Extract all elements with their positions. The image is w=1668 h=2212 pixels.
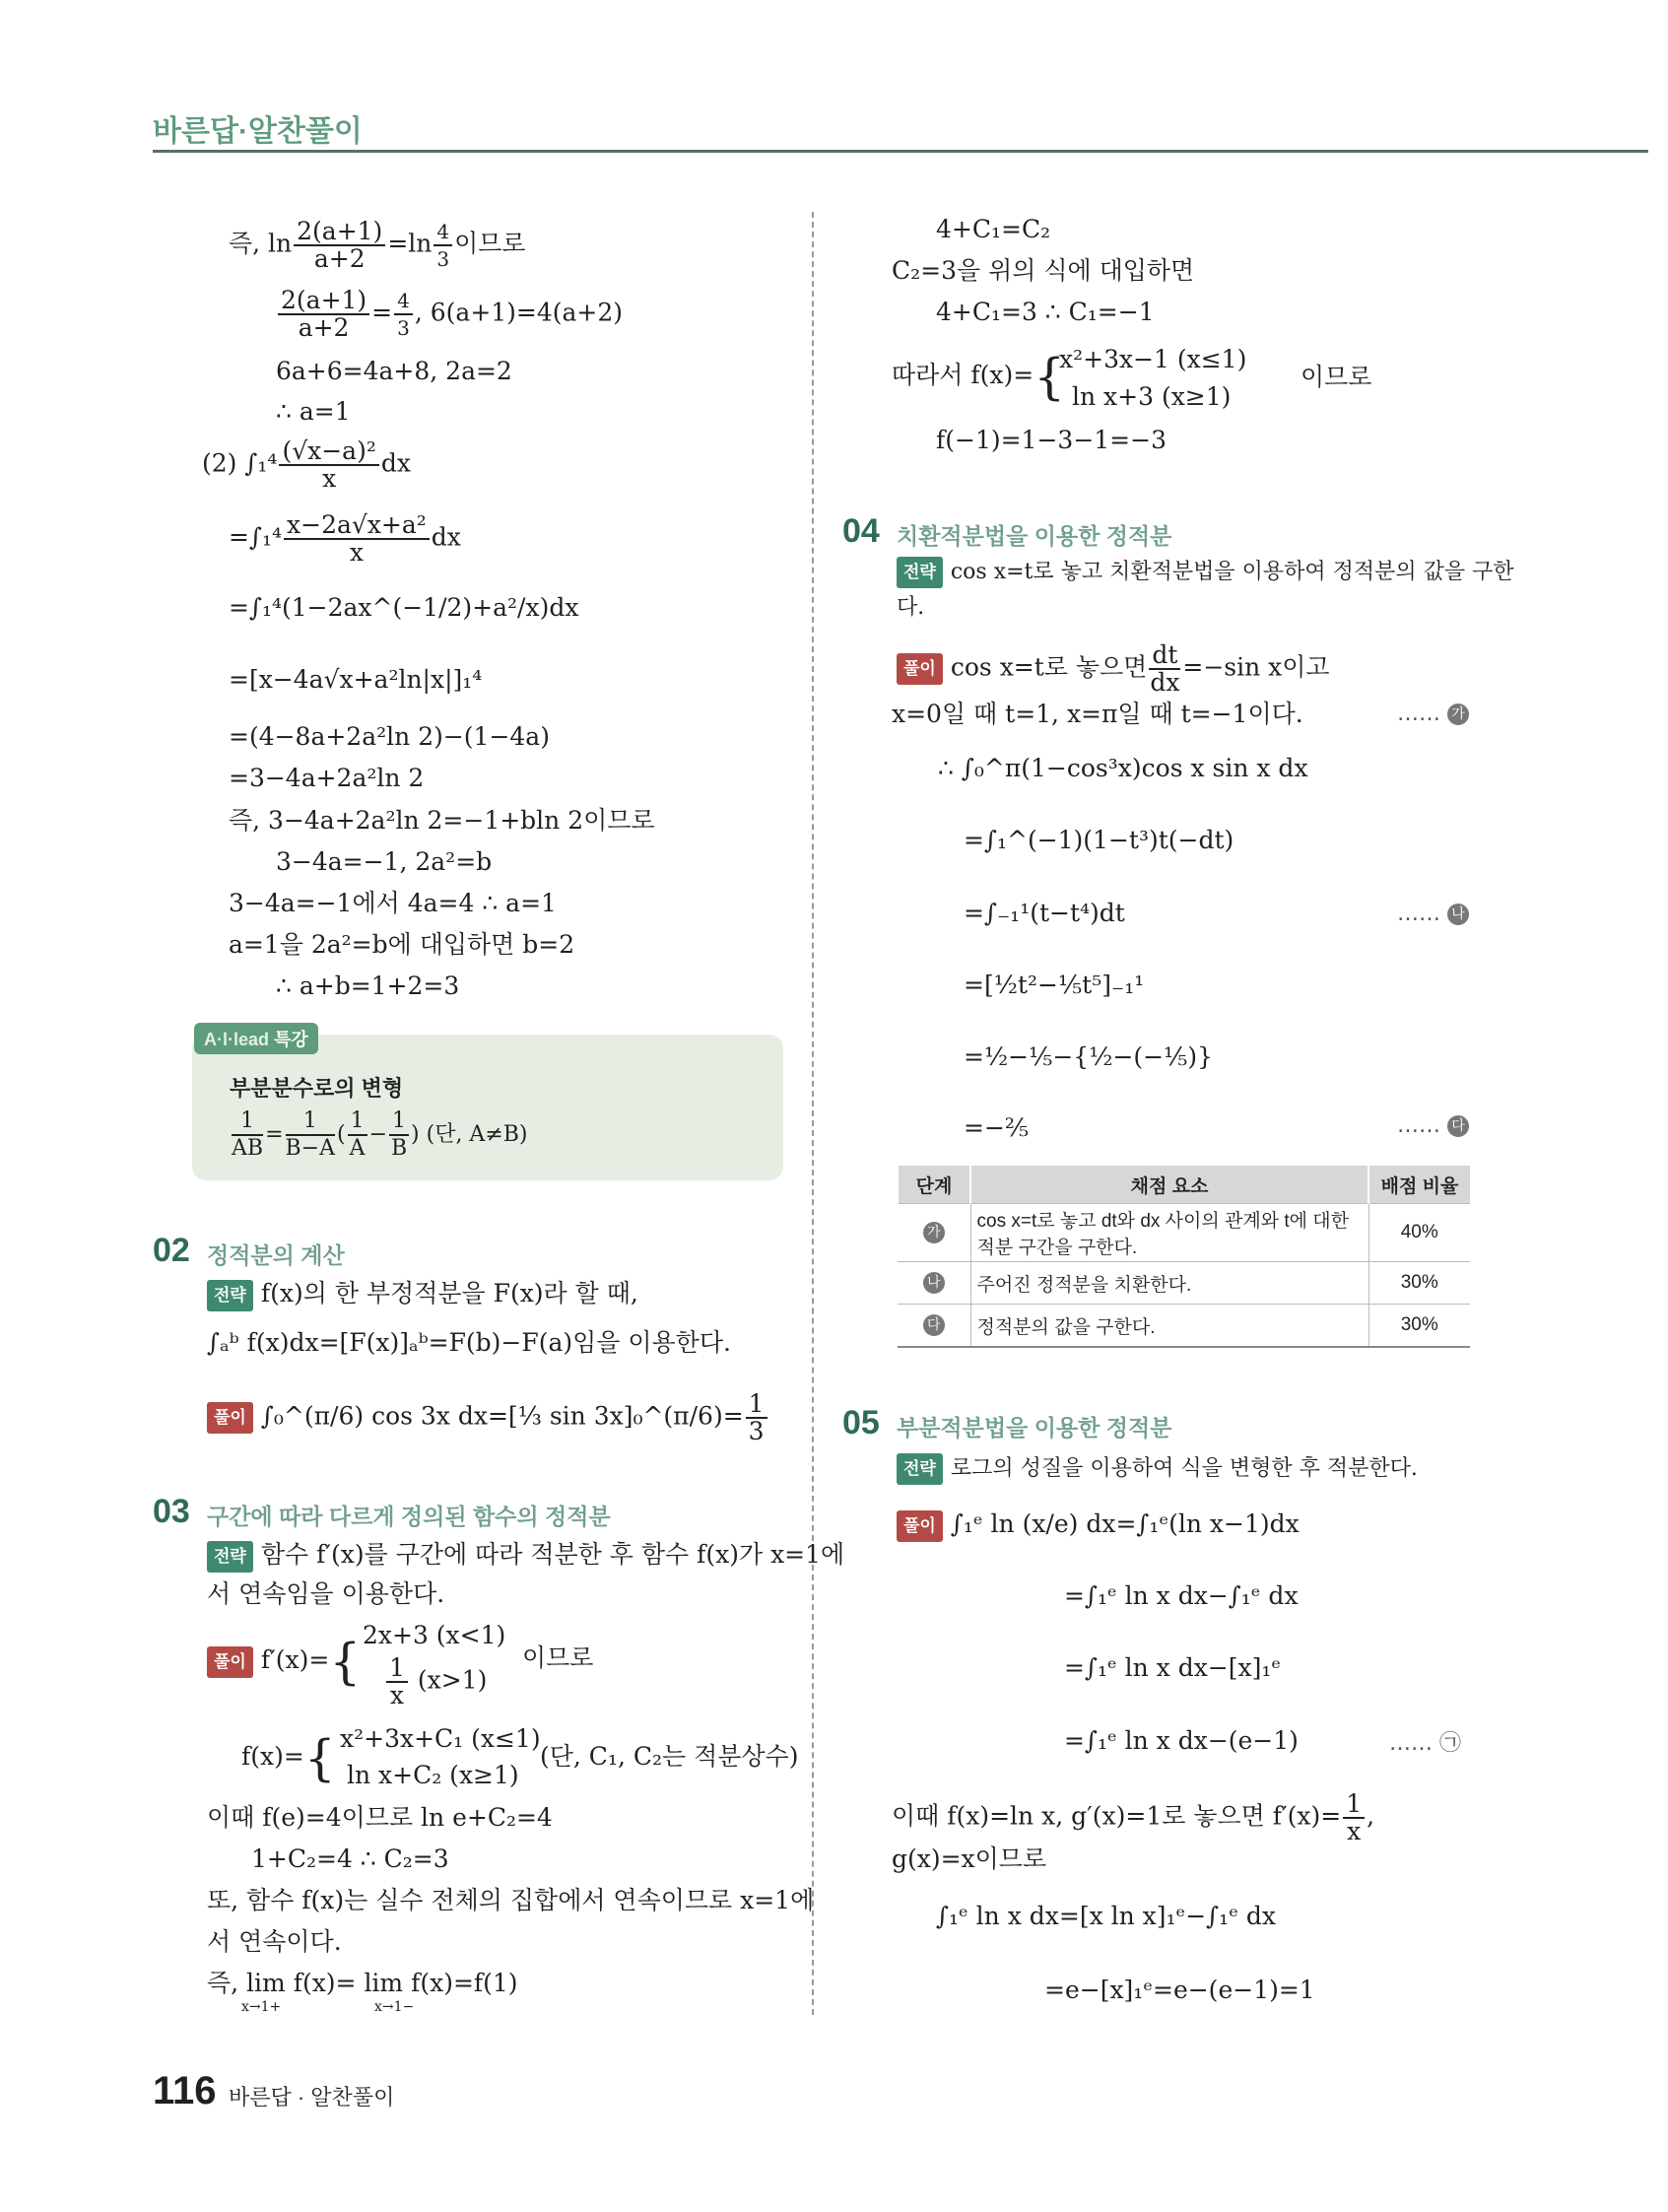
left-line-7: =∫₁⁴(1−2ax^(−1/2)+a²/x)dx bbox=[229, 593, 579, 622]
left-line-1: 즉, ln $\frac{2(a+1)}{a+2}$ =ln $\frac{4}{3}$ 이므로 bbox=[229, 217, 526, 273]
s05-text-3: ∫₁ᵉ ln x dx=[x ln x]₁ᵉ−∫₁ᵉ dx bbox=[936, 1902, 1276, 1930]
mark-c: …… 다 bbox=[1397, 1113, 1469, 1138]
column-divider bbox=[812, 212, 814, 2015]
s04-eq-3: =∫₋₁¹(t−t⁴)dt bbox=[964, 899, 1125, 927]
table-row: 나 주어진 정적분을 치환한다. 30% bbox=[898, 1262, 1470, 1305]
s04-eq-6: =−⅖ bbox=[964, 1113, 1030, 1142]
s04-strategy-2: 다. bbox=[897, 595, 925, 620]
left-line-2: $\frac{2(a+1)}{a+2}$ = $\frac{4}{3}$ , 6(a+1)=4(a+2) bbox=[276, 288, 623, 341]
section-02-title: 정적분의 계산 bbox=[207, 1242, 345, 1268]
grading-header-ratio: 배점 비율 bbox=[1368, 1166, 1470, 1204]
s04-strategy: 전략 cos x=t로 놓고 치환적분법을 이용하여 정적분의 값을 구한 bbox=[897, 557, 1514, 588]
right-line-1: 4+C₁=C₂ bbox=[936, 215, 1051, 243]
section-04-title: 치환적분법을 이용한 정적분 bbox=[897, 523, 1172, 549]
s04-eq-5: =½−⅕−{½−(−⅕)} bbox=[964, 1042, 1213, 1071]
header-rule bbox=[153, 150, 1648, 153]
solution-tag: 풀이 bbox=[897, 1510, 943, 1542]
right-case-2: ln x+3 (x≥1) bbox=[1072, 382, 1232, 411]
left-line-10: =3−4a+2a²ln 2 bbox=[229, 764, 425, 792]
table-row: 다 정적분의 값을 구한다. 30% bbox=[898, 1305, 1470, 1348]
right-line-5: f(−1)=1−3−1=−3 bbox=[936, 426, 1167, 454]
left-line-11: 즉, 3−4a+2a²ln 2=−1+bln 2이므로 bbox=[229, 806, 655, 835]
section-04-number: 04 bbox=[842, 512, 880, 550]
grading-header-item: 채점 요소 bbox=[970, 1166, 1368, 1204]
solution-tag: 풀이 bbox=[897, 653, 943, 685]
s04-solution-2: x=0일 때 t=1, x=π일 때 t=−1이다. bbox=[892, 700, 1303, 728]
s03-line-5: 또, 함수 f(x)는 실수 전체의 집합에서 연속이므로 x=1에 bbox=[207, 1886, 815, 1914]
s05-text-4: =e−[x]₁ᵉ=e−(e−1)=1 bbox=[1044, 1976, 1315, 2004]
s04-eq-1: ∴ ∫₀^π(1−cos³x)cos x sin x dx bbox=[938, 754, 1308, 782]
s03-line-4: 1+C₂=4 ∴ C₂=3 bbox=[251, 1844, 449, 1873]
s05-eq-2: =∫₁ᵉ ln x dx−∫₁ᵉ dx bbox=[1064, 1581, 1299, 1610]
s03-limit-sub-1: x→1+ bbox=[241, 1999, 282, 2015]
s03-line-6: 서 연속이다. bbox=[207, 1927, 342, 1956]
running-header: 바른답·알찬풀이 bbox=[153, 115, 363, 148]
s02-strategy-2: ∫ₐᵇ f(x)dx=[F(x)]ₐᵇ=F(b)−F(a)임을 이용한다. bbox=[207, 1328, 731, 1357]
left-line-9: =(4−8a+2a²ln 2)−(1−4a) bbox=[229, 722, 550, 751]
table-row: 가 cos x=t로 놓고 dt와 dx 사이의 관계와 t에 대한 적분 구간을 구한다. 40% bbox=[898, 1204, 1470, 1262]
right-line-2: C₂=3을 위의 식에 대입하면 bbox=[892, 256, 1195, 285]
left-line-15: ∴ a+b=1+2=3 bbox=[276, 972, 460, 1000]
lead-title: 부분분수로의 변형 bbox=[230, 1076, 404, 1101]
s03-fx: f(x)={ bbox=[241, 1729, 336, 1787]
left-line-8: =[x−4a√x+a²ln|x|]₁⁴ bbox=[229, 665, 483, 694]
strategy-tag: 전략 bbox=[897, 1453, 943, 1485]
section-03-title: 구간에 따라 다르게 정의된 함수의 정적분 bbox=[207, 1504, 611, 1529]
page-number: 116 bbox=[153, 2069, 217, 2112]
s05-text-2: g(x)=x이므로 bbox=[892, 1844, 1047, 1873]
left-line-6: =∫₁⁴ $\frac{\text{x−2a√x+a²}}{x}$ dx bbox=[229, 510, 461, 567]
footer-label: 바른답 · 알찬풀이 bbox=[229, 2085, 395, 2110]
solution-tag: 풀이 bbox=[207, 1646, 253, 1678]
mark-ga: …… ㉠ bbox=[1389, 1731, 1462, 1756]
mark-b: …… 나 bbox=[1397, 902, 1469, 926]
section-05-number: 05 bbox=[842, 1404, 880, 1441]
strategy-tag: 전략 bbox=[207, 1280, 253, 1311]
left-line-13: 3−4a=−1에서 4a=4 ∴ a=1 bbox=[229, 889, 557, 917]
left-line-12: 3−4a=−1, 2a²=b bbox=[276, 847, 493, 876]
s02-solution: 풀이 ∫₀^(π/6) cos 3x dx=[⅓ sin 3x]₀^(π/6)= $\frac{1}{3}$ bbox=[207, 1391, 769, 1444]
s03-fx-note: (단, C₁, C₂는 적분상수) bbox=[540, 1742, 799, 1771]
s05-strategy: 전략 로그의 성질을 이용하여 식을 변형한 후 적분한다. bbox=[897, 1453, 1418, 1485]
left-line-4: ∴ a=1 bbox=[276, 397, 351, 426]
grading-table bbox=[897, 1166, 1470, 1348]
s03-solution-1: 풀이 f′(x)={ bbox=[207, 1645, 361, 1678]
strategy-tag: 전략 bbox=[897, 557, 943, 588]
strategy-tag: 전략 bbox=[207, 1541, 253, 1573]
mark-a: …… 가 bbox=[1397, 702, 1469, 726]
s03-strategy: 전략 함수 f′(x)를 구간에 따라 적분한 후 함수 f(x)가 x=1에 bbox=[207, 1540, 844, 1573]
s03-fx-case-1: x²+3x+C₁ (x≤1) bbox=[340, 1724, 541, 1753]
s05-eq-4: =∫₁ᵉ ln x dx−(e−1) bbox=[1064, 1726, 1299, 1755]
right-line-3: 4+C₁=3 ∴ C₁=−1 bbox=[936, 298, 1155, 326]
s03-strategy-2: 서 연속임을 이용한다. bbox=[207, 1579, 445, 1608]
s03-line-7: 즉, lim f(x)= lim f(x)=f(1) bbox=[207, 1969, 518, 1997]
s03-fx-case-2: ln x+C₂ (x≥1) bbox=[347, 1761, 519, 1789]
s03-line-3: 이때 f(e)=4이므로 ln e+C₂=4 bbox=[207, 1803, 553, 1832]
left-line-5: (2) ∫₁⁴ $\frac{\text{(√x−a)²}}{x}$ dx bbox=[202, 436, 411, 493]
s04-eq-2: =∫₁^(−1)(1−t³)t(−dt) bbox=[964, 826, 1234, 854]
s04-solution: 풀이 cos x=t로 놓으면 $\frac{dt}{dx}$ =−sin x이고 bbox=[897, 642, 1330, 696]
s02-strategy: 전략 f(x)의 한 부정적분을 F(x)라 할 때, bbox=[207, 1279, 638, 1311]
lead-formula: $\frac{1}{AB}$ = $\frac{1}{B-A}$ ( $\frac{1}{A}$ − $\frac{1}{B}$ ) (단, A≠B) bbox=[232, 1108, 528, 1161]
section-03-number: 03 bbox=[153, 1493, 190, 1530]
right-line-4: 따라서 f(x)={ bbox=[892, 348, 1066, 406]
section-02-number: 02 bbox=[153, 1232, 190, 1269]
left-line-3: 6a+6=4a+8, 2a=2 bbox=[276, 357, 512, 385]
right-case-1: x²+3x−1 (x≤1) bbox=[1059, 345, 1247, 373]
solution-tag: 풀이 bbox=[207, 1402, 253, 1434]
right-line-4-end: 이므로 bbox=[1301, 363, 1372, 391]
lead-badge: A·l·lead 특강 bbox=[194, 1023, 318, 1054]
s03-limit-sub-2: x→1− bbox=[374, 1999, 415, 2015]
s05-eq-3: =∫₁ᵉ ln x dx−[x]₁ᵉ bbox=[1064, 1653, 1282, 1682]
s05-solution: 풀이 ∫₁ᵉ ln (x/e) dx=∫₁ᵉ(ln x−1)dx bbox=[897, 1509, 1300, 1542]
grading-header-step: 단계 bbox=[898, 1166, 970, 1204]
s03-case-2: $\frac{1}{x}$ (x>1) bbox=[384, 1655, 487, 1709]
s03-solution-1-end: 이므로 bbox=[522, 1643, 594, 1672]
s03-case-1: 2x+3 (x<1) bbox=[363, 1621, 506, 1649]
s05-text-1: 이때 f(x)=ln x, g′(x)=1로 놓으면 f′(x)= $\frac{1}{x}$ , bbox=[892, 1789, 1375, 1845]
section-05-title: 부분적분법을 이용한 정적분 bbox=[897, 1415, 1172, 1441]
left-line-14: a=1을 2a²=b에 대입하면 b=2 bbox=[229, 930, 575, 959]
s04-eq-4: =[½t²−⅕t⁵]₋₁¹ bbox=[964, 971, 1145, 999]
